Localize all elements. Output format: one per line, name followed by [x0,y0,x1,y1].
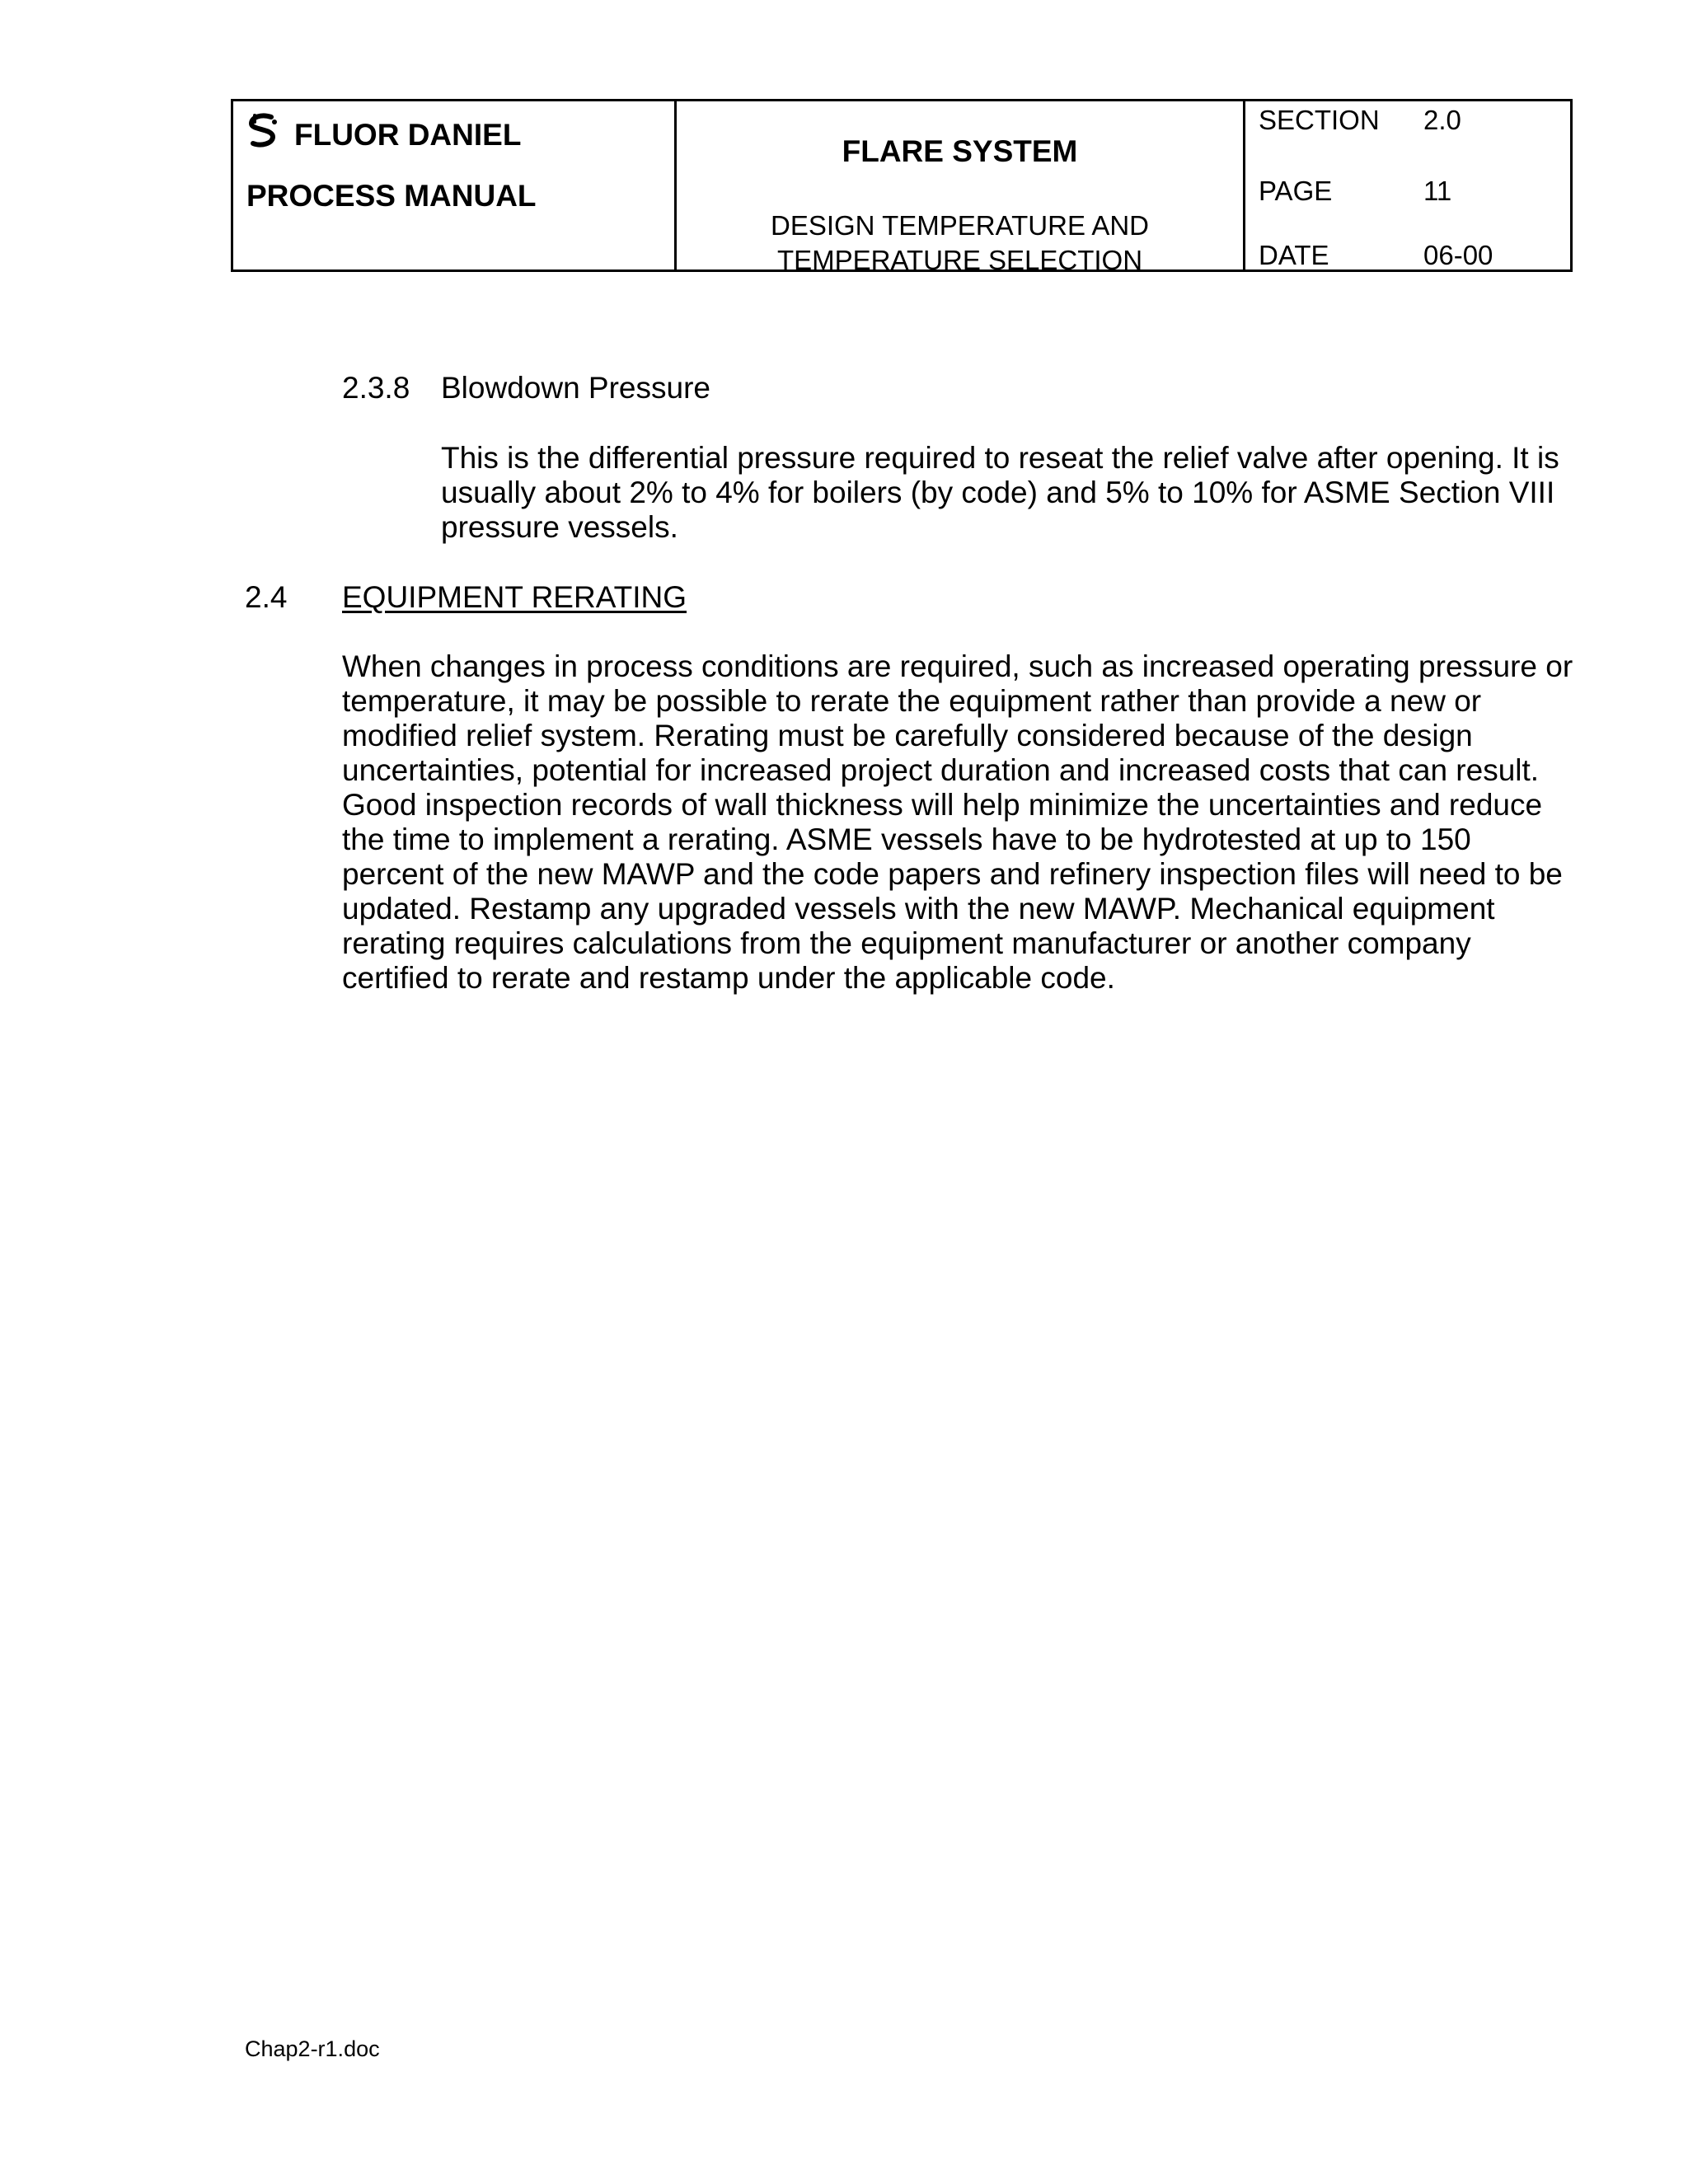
header-meta-cell [1245,101,1570,269]
paragraph-line: When changes in process conditions are required, such as increased operating pressure or [342,649,1573,683]
paragraph-line: certified to rerate and restamp under the applicable code. [342,961,1115,995]
subsection-paragraph [441,441,1562,545]
document-subtitle [677,209,1243,278]
section-paragraph [342,649,1578,996]
subtitle-line: TEMPERATURE SELECTION [776,245,1143,275]
header-company-cell [233,101,677,269]
company-row [246,110,521,150]
fluor-daniel-logo-icon [246,112,279,148]
paragraph-line: percent of the new MAWP and the code papers and refinery inspection files will need to be [342,857,1563,891]
paragraph-line: rerating requires calculations from the equipment manufacturer or another company [342,926,1471,960]
manual-name: PROCESS MANUAL [246,179,537,213]
subtitle-line: DESIGN TEMPERATURE AND [770,210,1150,241]
paragraph-line: updated. Restamp any upgraded vessels with the new MAWP. Mechanical equipment [342,892,1495,926]
paragraph-line: the time to implement a rerating. ASME vessels have to be hydrotested at up to 150 [342,823,1471,856]
footer-filename: Chap2-r1.doc [245,2036,380,2061]
page-value: 11 [1423,176,1452,206]
company-name: FLUOR DANIEL [294,118,522,152]
paragraph-line: usually about 2% to 4% for boilers (by code) and 5% to 10% for ASME Section VIII [441,476,1555,509]
document-header [231,99,1573,275]
header-title-cell [677,101,1245,275]
page-label: PAGE [1259,176,1333,206]
paragraph-line: modified relief system. Rerating must be carefully considered because of the design [342,719,1473,752]
section-value: 2.0 [1423,105,1461,135]
section-label: SECTION [1259,105,1380,135]
subsection-title: Blowdown Pressure [441,371,710,405]
section-number: 2.4 [245,580,288,614]
section-title: EQUIPMENT RERATING [342,580,687,614]
paragraph-line: This is the differential pressure required to reseat the relief valve after opening. It is [441,441,1559,475]
paragraph-line: uncertainties, potential for increased project duration and increased costs that can result. [342,753,1540,787]
date-value: 06-00 [1423,240,1493,270]
paragraph-line: temperature, it may be possible to rerate the equipment rather than provide a new or [342,684,1482,718]
date-label: DATE [1259,240,1329,270]
document-title: FLARE SYSTEM [842,134,1078,168]
subsection-number: 2.3.8 [342,371,410,405]
paragraph-line: Good inspection records of wall thickness will help minimize the uncertainties and reduce [342,788,1543,822]
paragraph-line: pressure vessels. [441,510,678,544]
